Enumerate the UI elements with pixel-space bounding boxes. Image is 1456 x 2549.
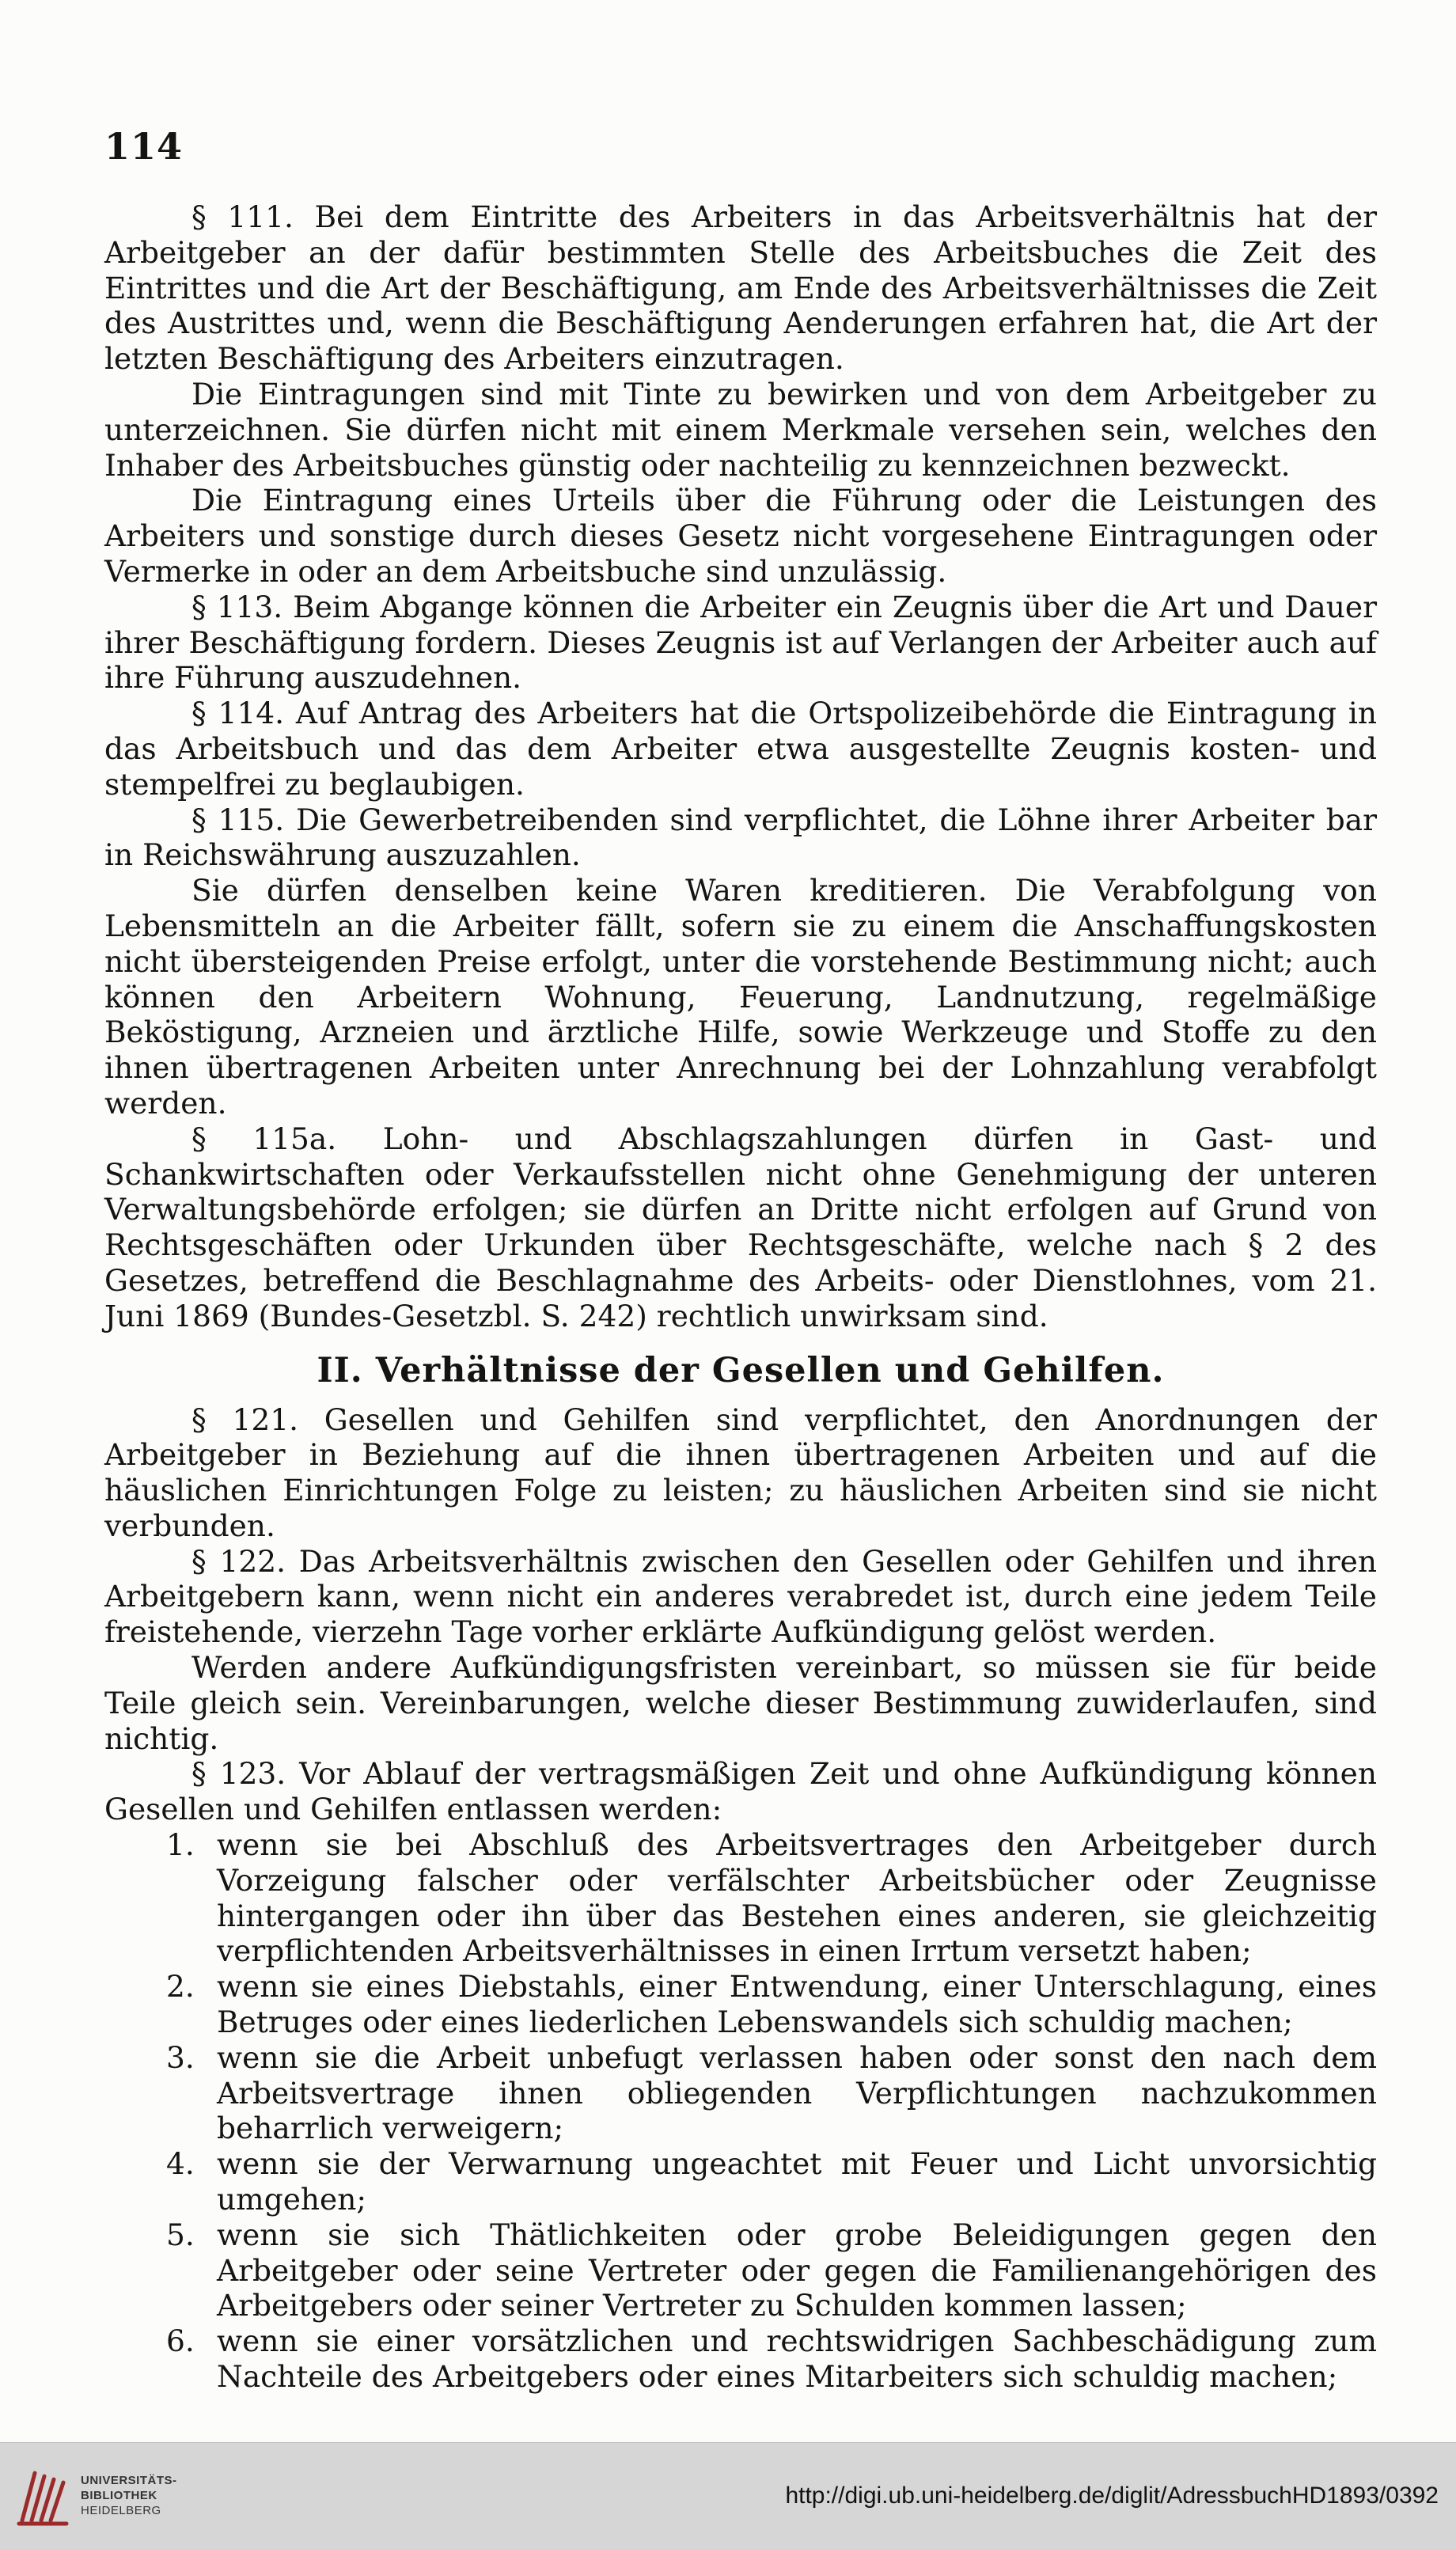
logo-line: UNIVERSITÄTS- [81,2474,177,2487]
section-heading: II. Verhältnisse der Gesellen und Gehilfen. [317,1350,1165,1390]
list-item-text: wenn sie der Verwarnung ungeachtet mit Feuer und Licht unvorsichtig umgehen; [217,2146,1377,2217]
list-item-text: wenn sie sich Thätlichkeiten oder grobe Beleidigungen gegen den Arbeitgeber oder seine Vertreter oder gegen die Familienangehörigen des Arbeitgebers oder seiner Vertreter zu Schulden kommen lassen; [217,2217,1377,2323]
list-item-text: wenn sie die Arbeit unbefugt verlassen haben oder sonst den nach dem Arbeitsvertrage ihnen obliegenden Verpflichtungen nachzukommen beharrlich verweigern; [217,2039,1377,2146]
paragraph: Sie dürfen denselben keine Waren kreditieren. Die Verabfolgung von Lebensmitteln an die Arbeiter fällt, sofern sie zu einem die Anschaffungskosten nicht übersteigenden Preise erfolgt, unter die vorstehende Bestimmung nicht; auch können den Arbeitern Wohnung, Feuerung, Landnutzung, regelmäßige Beköstigung, Arzneien und ärztliche Hilfe, sowie Werkzeuge und Stoffe zu den ihnen übertragenen Arbeiten unter Anrechnung bei der Lohnzahlung verabfolgt werden. [104,873,1377,1121]
paragraph: § 113. Beim Abgange können die Arbeiter ein Zeugnis über die Art und Dauer ihrer Beschäftigung fordern. Dieses Zeugnis ist auf Verlangen der Arbeiter auch auf ihre Führung auszudehnen. [104,589,1377,696]
document-body [104,199,1377,2395]
list-item-number: 4. [166,2146,195,2182]
list-item [166,2323,1377,2395]
list-item-number: 3. [166,2039,195,2075]
library-emblem-icon [14,2465,74,2528]
list-item [166,1969,1377,2040]
list-item-text: wenn sie eines Diebstahls, einer Entwendung, einer Unterschlagung, eines Betruges oder eines liederlichen Lebenswandels sich schuldig machen; [217,1969,1377,2040]
library-logo[interactable] [14,2465,252,2532]
paragraph: Werden andere Aufkündigungsfristen vereinbart, so müssen sie für beide Teile gleich sein. Vereinbarungen, welche dieser Bestimmung zuwiderlaufen, sind nichtig. [104,1650,1377,1756]
list-item [166,2217,1377,2323]
paragraph: Die Eintragung eines Urteils über die Führung oder die Leistungen des Arbeiters und sonstige durch dieses Gesetz nicht vorgesehene Eintragungen oder Vermerke in oder an dem Arbeitsbuche sind unzulässig. [104,483,1377,589]
source-url-link[interactable]: http://digi.ub.uni-heidelberg.de/diglit/AdressbuchHD1893/0392 [785,2483,1439,2509]
paragraph: § 122. Das Arbeitsverhältnis zwischen den Gesellen oder Gehilfen und ihren Arbeitgebern kann, wenn nicht ein anderes verabredet ist, durch eine jedem Teile freistehende, vierzehn Tage vorher erklärte Aufkündigung gelöst werden. [104,1543,1377,1650]
page-number: 114 [104,125,184,168]
paragraph: § 115. Die Gewerbetreibenden sind verpflichtet, die Löhne ihrer Arbeiter bar in Reichswährung auszuzahlen. [104,802,1377,873]
list-item-number: 6. [166,2323,195,2359]
paragraph: Die Eintragungen sind mit Tinte zu bewirken und von dem Arbeitgeber zu unterzeichnen. Sie dürfen nicht mit einem Merkmale versehen sein, welches den Inhaber des Arbeitsbuches günstig oder nachteilig zu kennzeichnen bezweckt. [104,376,1377,483]
logo-line: BIBLIOTHEK [81,2489,157,2502]
paragraph: § 114. Auf Antrag des Arbeiters hat die Ortspolizeibehörde die Eintragung in das Arbeitsbuch und das dem Arbeiter etwa ausgestellte Zeugnis kosten- und stempelfrei zu beglaubigen. [104,696,1377,802]
list-item-number: 5. [166,2217,195,2252]
logo-line: HEIDELBERG [81,2504,161,2517]
list-item [166,2039,1377,2146]
list-item [166,1827,1377,1969]
list-item-text: wenn sie bei Abschluß des Arbeitsvertrages den Arbeitgeber durch Vorzeigung falscher oder verfälschter Arbeitsbücher oder Zeugnisse hintergangen oder ihn über das Bestehen eines anderen, sie gleichzeitig verpflichtenden Arbeitsverhältnisses in einen Irrtum versetzt haben; [217,1827,1377,1969]
list-item-text: wenn sie einer vorsätzlichen und rechtswidrigen Sachbeschädigung zum Nachteile des Arbeitgebers oder eines Mitarbeiters sich schuldig machen; [217,2323,1377,2395]
paragraph: § 111. Bei dem Eintritte des Arbeiters in das Arbeitsverhältnis hat der Arbeitgeber an der dafür bestimmten Stelle des Arbeitsbuches die Zeit des Eintrittes und die Art der Beschäftigung, am Ende des Arbeitsverhältnisses die Zeit des Austrittes und, wenn die Beschäftigung Aenderungen erfahren hat, die Art der letzten Beschäftigung des Arbeiters einzutragen. [104,199,1377,377]
paragraph: § 121. Gesellen und Gehilfen sind verpflichtet, den Anordnungen der Arbeitgeber in Beziehung auf die ihnen übertragenen Arbeiten und auf die häuslichen Einrichtungen Folge zu leisten; zu häuslichen Arbeiten sind sie nicht verbunden. [104,1402,1377,1543]
library-name [81,2473,177,2518]
paragraph: § 115a. Lohn- und Abschlagszahlungen dürfen in Gast- und Schankwirtschaften oder Verkaufsstellen nicht ohne Genehmigung der unteren Verwaltungsbehörde erfolgen; sie dürfen an Dritte nicht erfolgen auf Grund von Rechtsgeschäften oder Urkunden über Rechtsgeschäfte, welche nach § 2 des Gesetzes, betreffend die Beschlagnahme des Arbeits- oder Dienstlohnes, vom 21. Juni 1869 (Bundes-Gesetzbl. S. 242) rechtlich unwirksam sind. [104,1121,1377,1333]
numbered-list [104,1827,1377,2395]
list-item-number: 2. [166,1969,195,2005]
paragraph: § 123. Vor Ablauf der vertragsmäßigen Zeit und ohne Aufkündigung können Gesellen und Gehilfen entlassen werden: [104,1756,1377,1827]
footer-bar [0,2442,1456,2549]
list-item-number: 1. [166,1827,195,1863]
list-item [166,2146,1377,2217]
